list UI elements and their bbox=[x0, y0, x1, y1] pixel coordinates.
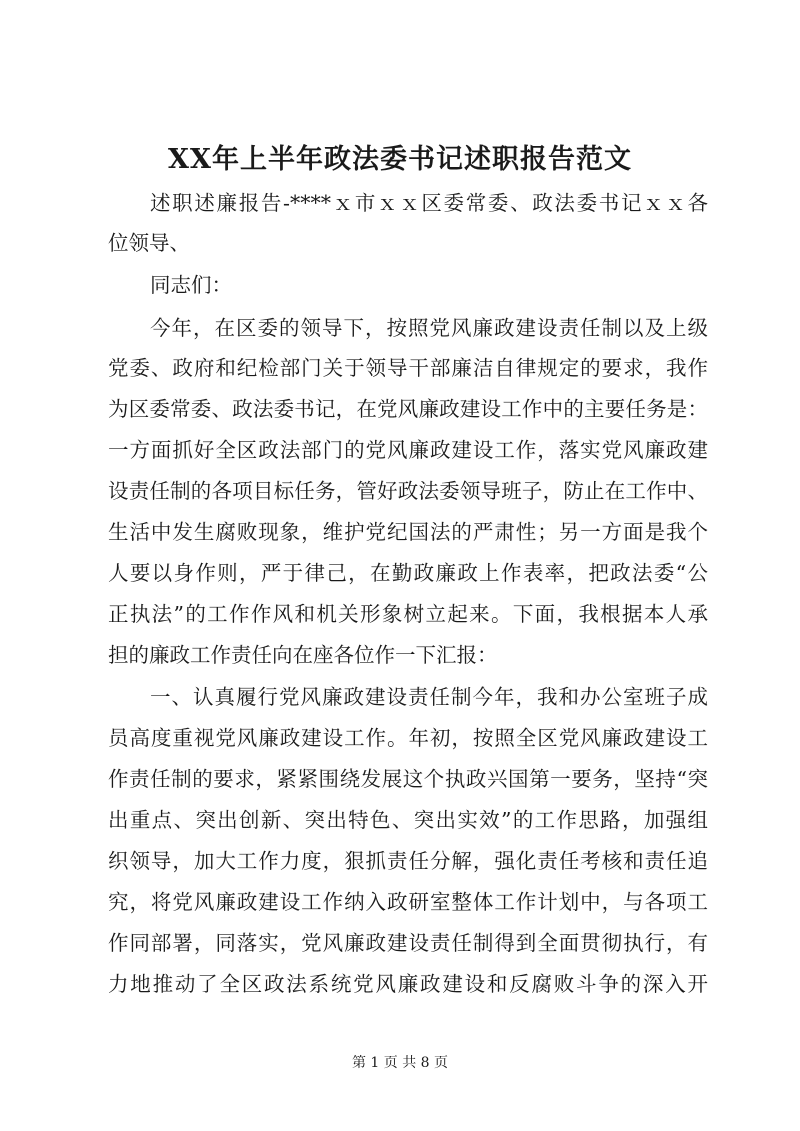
paragraph-line-16: 出重点、突出创新、突出特色、突出实效”的工作思路，加强组 bbox=[108, 808, 708, 832]
paragraph-line-4: 今年，在区委的领导下，按照党风廉政建设责任制以及上级 bbox=[150, 316, 708, 340]
page-footer: 第 1 页 共 8 页 bbox=[351, 1055, 449, 1071]
paragraph-line-20: 力地推动了全区政法系统党风廉政建设和反腐败斗争的深入开 bbox=[108, 972, 708, 996]
document-title: XX年上半年政法委书记述职报告范文 bbox=[168, 144, 632, 175]
paragraph-line-7: 一方面抓好全区政法部门的党风廉政建设工作，落实党风廉政建 bbox=[108, 438, 708, 462]
paragraph-line-17: 织领导，加大工作力度，狠抓责任分解，强化责任考核和责任追 bbox=[108, 849, 708, 873]
paragraph-line-1: 述职述廉报告-****ｘ市ｘｘ区委常委、政法委书记ｘｘ各 bbox=[150, 191, 708, 215]
paragraph-line-9: 生活中发生腐败现象，维护党纪国法的严肃性；另一方面是我个 bbox=[108, 520, 708, 544]
paragraph-line-14: 员高度重视党风廉政建设工作。年初，按照全区党风廉政建设工 bbox=[108, 726, 708, 750]
paragraph-line-13: 一、认真履行党风廉政建设责任制今年，我和办公室班子成 bbox=[150, 685, 708, 709]
paragraph-line-2: 位领导、 bbox=[108, 231, 190, 255]
paragraph-line-18: 究，将党风廉政建设工作纳入政研室整体工作计划中，与各项工 bbox=[108, 890, 708, 914]
paragraph-line-5: 党委、政府和纪检部门关于领导干部廉洁自律规定的要求，我作 bbox=[108, 356, 708, 380]
paragraph-line-6: 为区委常委、政法委书记，在党风廉政建设工作中的主要任务是： bbox=[108, 397, 708, 421]
paragraph-line-8: 设责任制的各项目标任务，管好政法委领导班子，防止在工作中、 bbox=[108, 479, 708, 503]
paragraph-line-15: 作责任制的要求，紧紧围绕发展这个执政兴国第一要务，坚持“突 bbox=[108, 767, 708, 791]
paragraph-line-10: 人要以身作则，严于律己，在勤政廉政上作表率，把政法委“公 bbox=[108, 561, 708, 585]
paragraph-line-11: 正执法”的工作作风和机关形象树立起来。下面，我根据本人承 bbox=[108, 602, 708, 626]
paragraph-line-3: 同志们： bbox=[150, 273, 232, 297]
paragraph-line-19: 作同部署，同落实，党风廉政建设责任制得到全面贯彻执行，有 bbox=[108, 931, 708, 955]
paragraph-line-12: 担的廉政工作责任向在座各位作一下汇报： bbox=[108, 643, 498, 667]
